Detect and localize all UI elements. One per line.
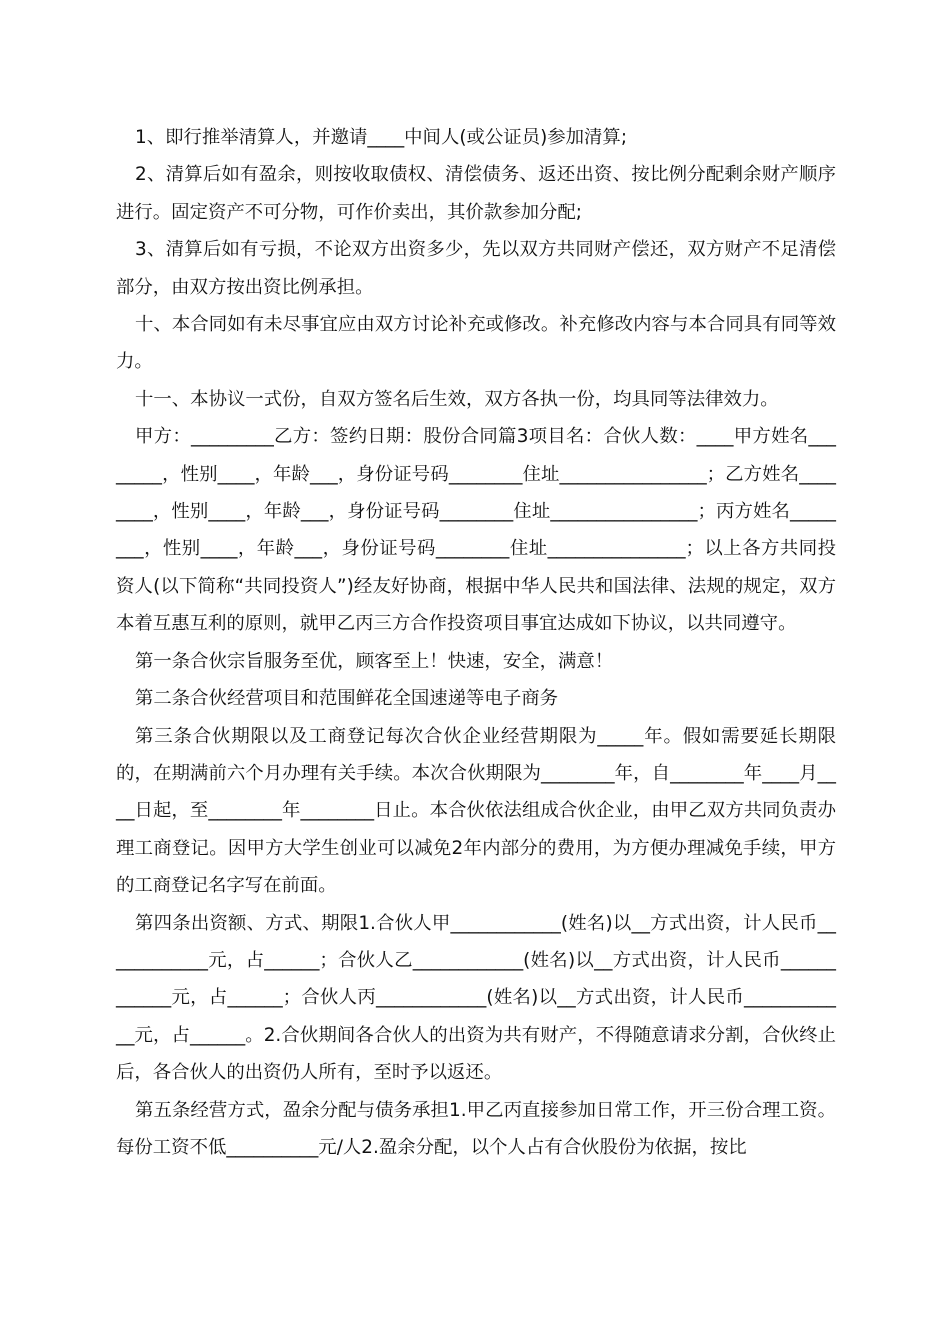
article-4-capital-contribution: 第四条出资额、方式、期限1.合伙人甲____________(姓名)以__方式出资，计人民币____________元，占______；合伙人乙____________(姓名)以__方式出资，计人民币____________元，占______；合伙人丙____________(姓名)以__方式出资，计人民币____________元，占______。2.合伙期间各合伙人的出资为共有财产，不得随意请求分割，合伙终止后，各合伙人的出资仍人所有，至时予以返还。 bbox=[116, 912, 836, 1084]
article-2-business-scope: 第二条合伙经营项目和范围鲜花全国速递等电子商务 bbox=[135, 688, 558, 710]
clause-eleven-copies: 十一、本协议一式份，自双方签名后生效，双方各执一份，均具同等法律效力。 bbox=[135, 388, 779, 410]
article-1-purpose: 第一条合伙宗旨服务至优，顾客至上！快速，安全，满意！ bbox=[135, 650, 614, 672]
clause-liquidation-step-3: 3、清算后如有亏损，不论双方出资多少，先以双方共同财产偿还，双方财产不足清偿部分，由双方按出资比例承担。 bbox=[116, 239, 836, 298]
document-page bbox=[116, 119, 836, 1166]
clause-liquidation-step-1: 1、即行推举清算人，并邀请____中间人(或公证员)参加清算; bbox=[135, 127, 628, 148]
clause-liquidation-step-2: 2、清算后如有盈余，则按收取债权、清偿债务、返还出资、按比例分配剩余财产顺序进行。固定资产不可分物，可作价卖出，其价款参加分配; bbox=[116, 164, 836, 223]
article-5-operation-profit: 第五条经营方式，盈余分配与债务承担1.甲乙丙直接参加日常工作，开三份合理工资。每份工资不低__________元/人2.盈余分配，以个人占有合伙股份为依据，按比 bbox=[116, 1099, 836, 1158]
article-3-term-registration: 第三条合伙期限以及工商登记每次合伙企业经营期限为_____年。假如需要延长期限的，在期满前六个月办理有关手续。本次合伙期限为________年，自________年____月____日起，至________年________日止。本合伙依法组成合伙企业，由甲乙双方共同负责办理工商登记。因甲方大学生创业可以减免2年内部分的费用，为方便办理减免手续，甲方的工商登记名字写在前面。 bbox=[116, 725, 836, 897]
parties-signature-block: 甲方：_________乙方：签约日期：股份合同篇3项目名：合伙人数：____甲方姓名________，性别____，年龄___，身份证号码________住址________________；乙方姓名________，性别____，年龄___，身份证号码________住址________________；丙方姓名________，性别____，年龄___，身份证号码________住址_______________；以上各方共同投资人(以下简称“共同投资人”)经友好协商，根据中华人民共和国法律、法规的规定，双方本着互惠互利的原则，就甲乙丙三方合作投资项目事宜达成如下协议，以共同遵守。 bbox=[116, 426, 836, 635]
clause-ten-amendments: 十、本合同如有未尽事宜应由双方讨论补充或修改。补充修改内容与本合同具有同等效力。 bbox=[116, 314, 836, 373]
